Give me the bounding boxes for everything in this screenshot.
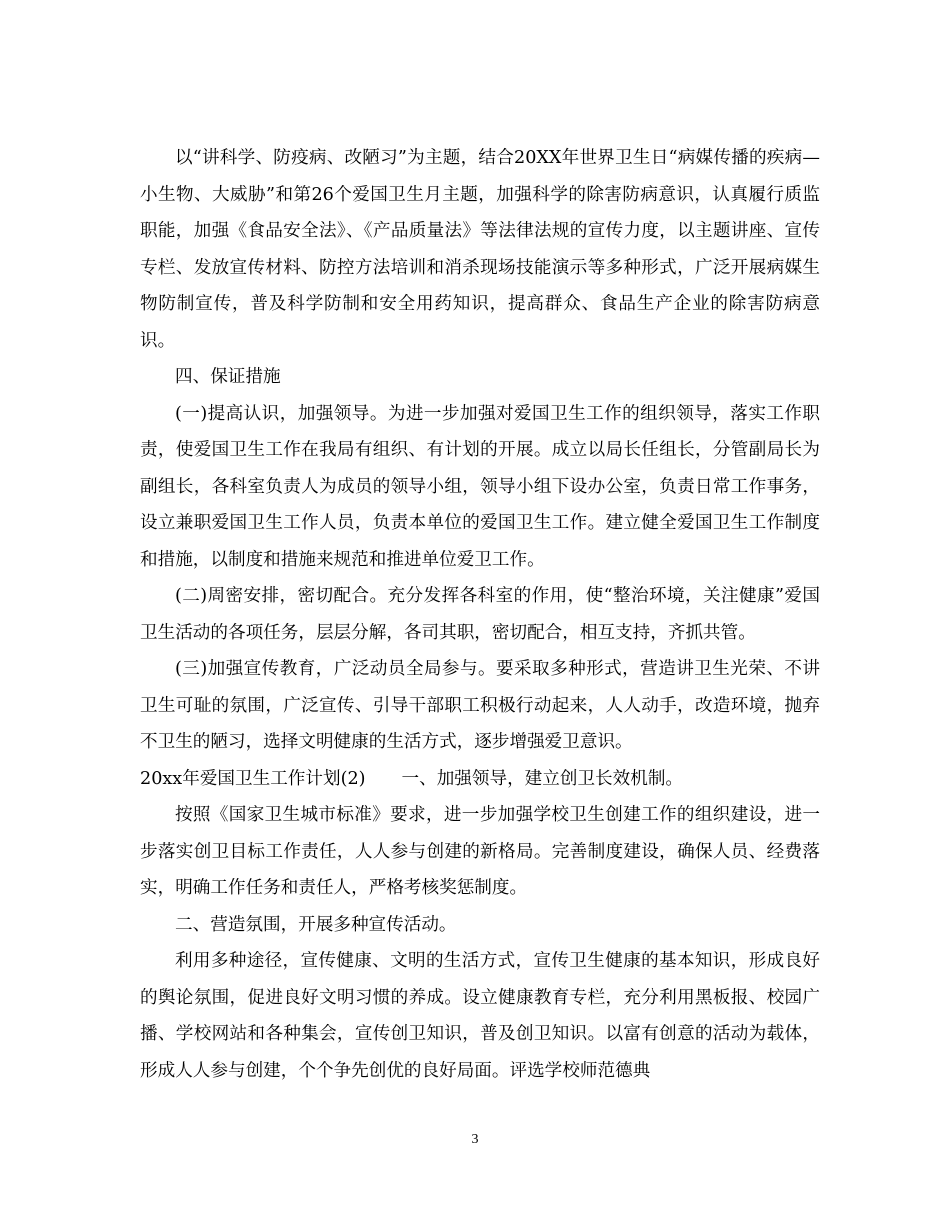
section-title: 20xx年爱国卫生工作计划(2) xyxy=(140,768,366,789)
paragraph-publicity: (三)加强宣传教育，广泛动员全局参与。要采取多种形式，营造讲卫生光荣、不讲卫生可耻的氛围，广泛宣传、引导干部职工积极行动起来，人人动手，改造环境，抛弃不卫生的陋习，选择文明健康的生活方式，逐步增强爱卫意识。 xyxy=(140,659,820,752)
heading-atmosphere: 二、营造氛围，开展多种宣传活动。 xyxy=(175,914,457,935)
section-title-line xyxy=(140,761,820,798)
section-first-heading: 一、加强领导，建立创卫长效机制。 xyxy=(401,768,684,789)
document-body xyxy=(140,140,820,1089)
paragraph-leadership: (一)提高认识，加强领导。为进一步加强对爱国卫生工作的组织领导，落实工作职责，使爱国卫生工作在我局有组织、有计划的开展。成立以局长任组长，分管副局长为副组长，各科室负责人为成员的领导小组，领导小组下设办公室，负责日常工作事务，设立兼职爱国卫生工作人员，负责本单位的爱国卫生工作。建立健全爱国卫生工作制度和措施，以制度和措施来规范和推进单位爱卫工作。 xyxy=(140,403,820,570)
paragraph-coordination: (二)周密安排，密切配合。充分发挥各科室的作用，使“整治环境，关注健康”爱国卫生活动的各项任务，层层分解，各司其职，密切配合，相互支持，齐抓共管。 xyxy=(140,586,820,643)
paragraph-standards: 按照《国家卫生城市标准》要求，进一步加强学校卫生创建工作的组织建设，进一步落实创卫目标工作责任，人人参与创建的新格局。完善制度建设，确保人员、经费落实，明确工作任务和责任人，严格考核奖惩制度。 xyxy=(140,805,820,898)
paragraph-theme: 以“讲科学、防疫病、改陋习”为主题，结合20XX年世界卫生日“病媒传播的疾病—小生物、大威胁”和第26个爱国卫生月主题，加强科学的除害防病意识，认真履行质监职能，加强《食品安全法》、《产品质量法》等法律法规的宣传力度，以主题讲座、宣传专栏、发放宣传材料、防控方法培训和消杀现场技能演示等多种形式，广泛开展病媒生物防制宣传，普及科学防制和安全用药知识，提高群众、食品生产企业的除害防病意识。 xyxy=(140,148,820,351)
page-number: 3 xyxy=(471,1132,479,1147)
paragraph-activities: 利用多种途径，宣传健康、文明的生活方式，宣传卫生健康的基本知识，形成良好的舆论氛围，促进良好文明习惯的养成。设立健康教育专栏，充分利用黑板报、校园广播、学校网站和各种集会，宣传创卫知识，普及创卫知识。以富有创意的活动为载体，形成人人参与创建，个个争先创优的良好局面。评选学校师范德典 xyxy=(140,951,820,1081)
heading-safeguard-measures: 四、保证措施 xyxy=(175,367,281,387)
